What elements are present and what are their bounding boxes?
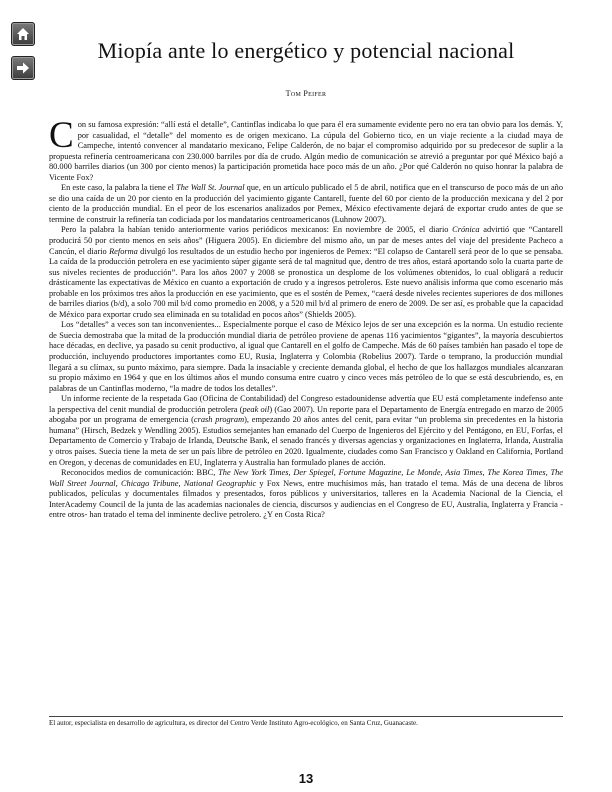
paragraph-text: on su famosa expresión: “allí está el detalle”, Cantinflas indicaba lo que para él era sumamente evidente pero no era tan obvio para los demás. Y, por casualidad, el “detalle” del momento es de origen mexicano. La cúpula del Gobierno tico, en un viaje reciente a la ciudad maya de Campeche, intentó convencer al mandatario mexicano, Felipe Calderón, de no bajar el compromiso adquirido por su predecesor de suplir a la propuesta refinería centroamericana con 230.000 barriles por día de crudo. Algún medio de comunicación se atrevió a preguntar por qué México bajó a 80.000 barriles diarios (un 300 por ciento menos) la participación prometida hace poco más de un año. ¿Por qué Calderón no quiso honrar la palabra de Vicente Fox? (49, 120, 563, 182)
paragraph-4: Los “detalles” a veces son tan inconvenientes... Especialmente porque el caso de México lejos de ser una excepción es la norma. Un estudio reciente de Suecia demostraba que la mitad de la producción mundial diaria de petróleo proviene de apenas 116 yacimientos “gigantes”, la mayoría descubiertos hace décadas, en declive, ya pasado su cenit productivo, al igual que Cantarell en el golfo de Campeche. Más de 60 países también han pasado el tope de producción, incluyendo productores importantes como EU, Rusia, Inglaterra y Colombia (Robelius 2007). Tarde o temprano, la producción mundial llegará a su clímax, su punto máximo, para siempre. Dada la insaciable y creciente demanda global, el hecho de que los hallazgos mundiales alcanzaran su propio máximo en 1964 y que en los últimos años el mundo consuma entre cuatro y cinco veces más petróleo de lo que se está descubriendo, es, en palabras de un Cantinflas moderno, “la madre de todos los detalles”. (49, 320, 563, 393)
paragraph-1 (49, 115, 563, 183)
footnote-divider (49, 716, 563, 717)
publication-list: The New York Times, Der Spiegel, Fortune Magazine, Le Monde, Asia Times, The Korea Times, The Wall Street Journal, Chicago Tribune, National Geographic (49, 468, 564, 488)
paragraph-text: ), empezando 20 años antes del cenit, para evitar “un problema sin precedentes en la historia humana” (Hirsch, Bedzek y Wendling 2005). Estudios semejantes han emanado del Cuerpo de Ingenieros del Ejército y del Pentágono, en EU, Forfas, el Departamento de Comercio y Trabajo de Irlanda, Deutsche Bank, el senado francés y diversas agencias y organizaciones en Inglaterra, Irlanda, Australia y otros países. Suecia tiene la meta de ser un país libre de petróleo en 2020. Igualmente, ciudades como San Francisco y Oakland en California, Portland en Oregon, y decenas de comunidades en EU, Inglaterra y Australia han formulado planes de acción. (49, 415, 563, 467)
paragraph-text: que, en un artículo publicado el 5 de abril, notifica que en el transcurso de poco más de un año se dio una caída de un 20 por ciento en la producción del yacimiento gigante Cantarell, fuente del 60 por ciento de la producción mexicana y del 2 por ciento de la producción mundial. En el peor de los escenarios analizados por Pemex, México efectivamente dejará de exportar crudo antes de que se termine de construir la refinería tan codiciada por los mandatarios centroamericanos (Luhnow 2007). (49, 183, 563, 224)
paragraph-text: advirtió que “Cantarell producirá 50 por ciento menos en seis años” (Higuera 2005). En diciembre del mismo año, un par de meses antes del viaje del presidente Pacheco a Cancún, el diario (49, 225, 563, 256)
publication-name: The Wall St. Journal (176, 183, 245, 193)
paragraph-text: y Fox News, entre muchísimos más, han tratado el tema. Más de una decena de libros publicados, películas y documentales filmados y presentados, foros públicos y universitarios, talleres en la Academia Nacional de la Ciencia, el InterAcademy Council de la junta de las academias nacionales de ciencia, discursos y audiencias en el Congreso de EU, Australia, Inglaterra y Francia -entre otros- han tratado el tema del inminente declive petrolero. ¿Y en Costa Rica? (49, 478, 564, 520)
article-title: Miopía ante lo energético y potencial nacional (97, 38, 515, 63)
article-author: Tom Peifer (285, 89, 327, 98)
paragraph-2 (49, 183, 563, 225)
drop-cap: C (49, 115, 74, 156)
paragraph-text: Pero la palabra la habían tenido anteriormente varios periódicos mexicanos: En noviembre de 2005, el diario (61, 225, 453, 235)
publication-name: Reforma (109, 246, 138, 256)
article-body (49, 115, 564, 521)
paragraph-text: divulgó los resultados de un estudio hecho por ingenieros de Pemex: “El colapso de Cantarell será peor de lo que se pensaba. La caída de la producción petrolera en ese yacimiento súper gigante será de tal magnitud que, dentro de tres años, estará aportando solo la cuarta parte de sus niveles recientes de producción”. Para los años 2007 y 2008 se pronostica un desplome de los volúmenes obtenidos, lo cual obligará a reducir drásticamente las expectativas de México en cuanto a exportación de crudo y a ingresos petroleros. Este nuevo análisis informa que como escenario más probable en los próximos tres años la producción en ese yacimiento, que es el sostén de Pemex, “caerá desde niveles recientes superiores de dos millones de barriles diarios (b/d), a solo 700 mil b/d como promedio en 2008, y a 520 mil b/d al primero de enero de 2009. De ser así, es probable que la capacidad de México para exportar crudo sea eliminada en su totalidad en pocos años” (Shields 2005). (49, 246, 563, 319)
publication-name: Crónica (452, 225, 480, 235)
paragraph-text: Un informe reciente de la respetada Gao (Oficina de Contabilidad) del Congreso estadounidense advertía que EU está completamente indefenso ante la perspectiva del cenit mundial de producción petrolera ( (49, 394, 563, 414)
paragraph-text: Reconocidos medios de comunicación: BBC, (61, 468, 219, 478)
author-footnote: El autor, especialista en desarrollo de agricultura, es director del Centro Verde Instituto Agro-ecológico, en Santa Cruz, Guanacaste. (49, 719, 418, 727)
paragraph-text: En este caso, la palabra la tiene el (61, 183, 177, 193)
paragraph-3 (49, 225, 563, 320)
paragraph-5 (49, 394, 563, 468)
page-number: 13 (298, 771, 314, 786)
paragraph-6 (49, 468, 563, 521)
paragraph-text: ) (Gao 2007). Un reporte para el Departamento de Energía entregado en marzo de 2005 abogaba por un programa de emergencia ( (49, 404, 563, 425)
italic-term: peak oil (242, 404, 270, 414)
italic-term: crash program (193, 415, 245, 425)
